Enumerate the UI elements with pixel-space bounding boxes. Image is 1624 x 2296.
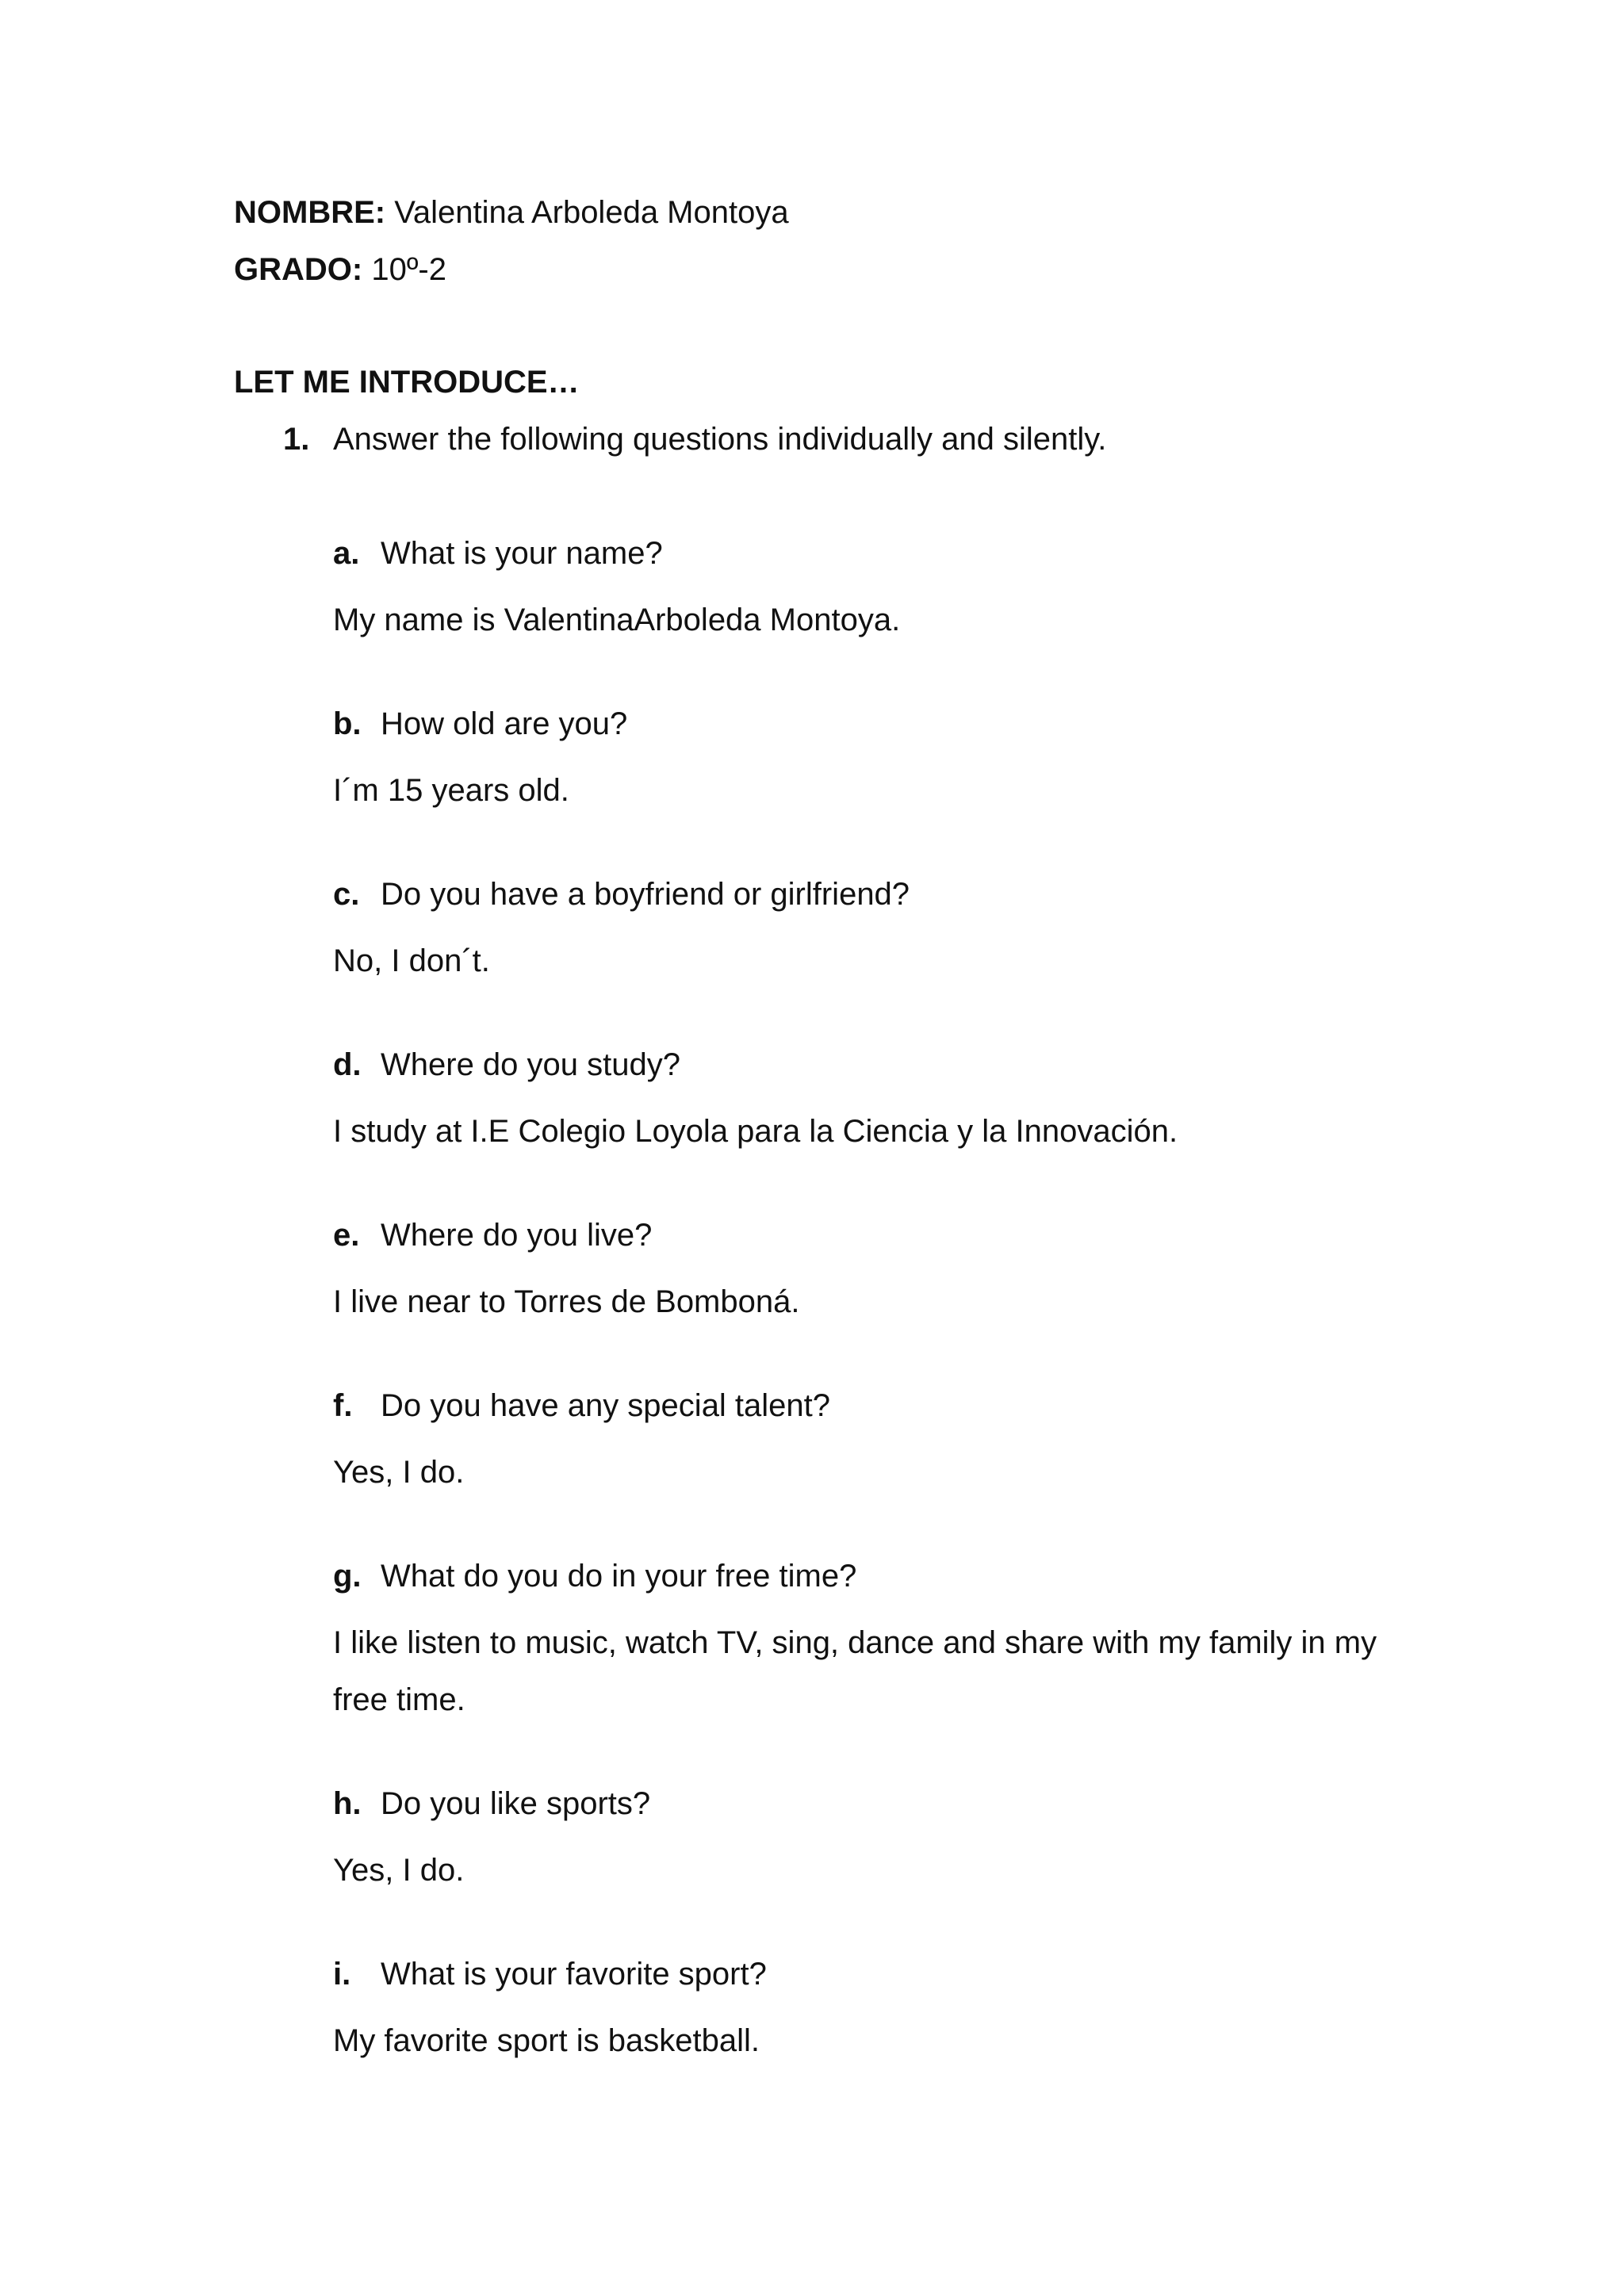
section-title: LET ME INTRODUCE… (234, 365, 580, 400)
question-text: What is your name? (381, 536, 663, 571)
question-text: Do you have a boyfriend or girlfriend? (381, 877, 910, 912)
answer-text: Yes, I do. (333, 1853, 465, 1888)
answer-text: No, I don´t. (333, 943, 490, 978)
question-letter: b. (333, 706, 362, 741)
question-text: Where do you study? (381, 1047, 680, 1082)
question-letter: h. (333, 1786, 362, 1821)
question-text: Do you like sports? (381, 1786, 651, 1821)
name-value: Valentina Arboleda Montoya (385, 195, 789, 230)
answer-text: I like listen to music, watch TV, sing, dance and share with my family in my free time. (333, 1625, 1377, 1717)
student-name-line (234, 193, 789, 232)
question-block-i (333, 1955, 1396, 2069)
answer-text: Yes, I do. (333, 1455, 465, 1490)
question-text: How old are you? (381, 706, 628, 741)
answer-text: I live near to Torres de Bomboná. (333, 1284, 800, 1319)
question-block-g (333, 1557, 1396, 1728)
question-block-h (333, 1785, 1396, 1899)
answer-text: My name is ValentinaArboleda Montoya. (333, 603, 901, 637)
grade-line (234, 251, 446, 289)
answer-text: My favorite sport is basketball. (333, 2023, 760, 2058)
question-letter: c. (333, 877, 360, 912)
question-letter: a. (333, 536, 360, 571)
question-letter: e. (333, 1218, 360, 1253)
question-text: What do you do in your free time? (381, 1559, 857, 1594)
answer-text: I study at I.E Colegio Loyola para la Ciencia y la Innovación. (333, 1114, 1178, 1149)
question-block-d (333, 1046, 1396, 1160)
question-block-a (333, 534, 1396, 649)
answer-text: I´m 15 years old. (333, 773, 569, 808)
question-block-f (333, 1387, 1396, 1501)
question-letter: f. (333, 1388, 353, 1423)
name-label: NOMBRE: (234, 195, 386, 230)
instruction-text: Answer the following questions individually and silently. (333, 422, 1107, 457)
question-block-e (333, 1216, 1396, 1330)
grade-value: 10º-2 (362, 252, 446, 287)
question-block-c (333, 875, 1396, 989)
grade-label: GRADO: (234, 252, 363, 287)
question-text: What is your favorite sport? (381, 1957, 767, 1992)
question-letter: d. (333, 1047, 362, 1082)
question-letter: i. (333, 1957, 351, 1992)
question-block-b (333, 705, 1396, 819)
question-text: Do you have any special talent? (381, 1388, 831, 1423)
instruction-number: 1. (283, 422, 310, 457)
question-letter: g. (333, 1559, 362, 1594)
question-text: Where do you live? (381, 1218, 653, 1253)
